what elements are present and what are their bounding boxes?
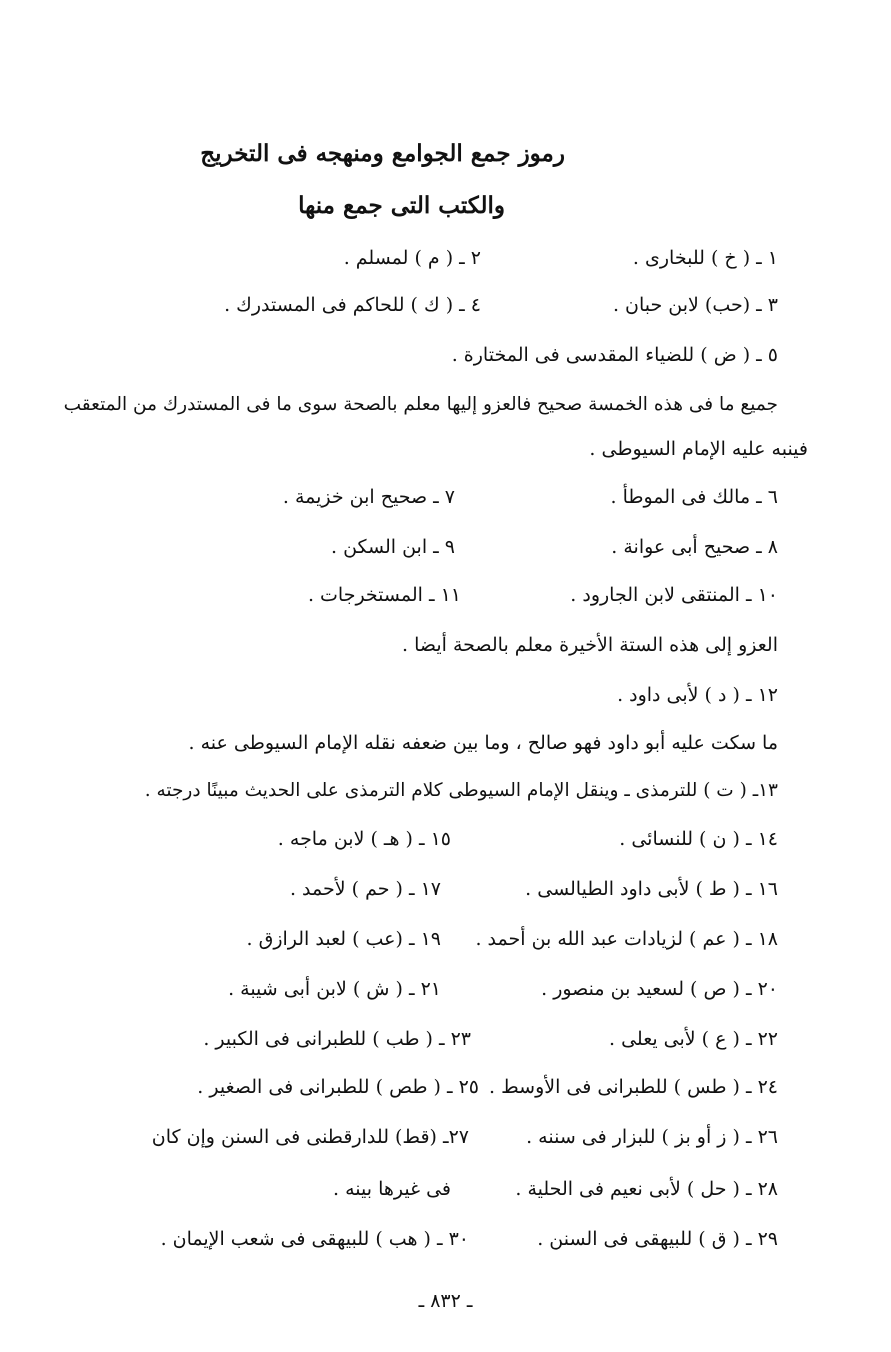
entry-1: ١ ـ ( خ ) للبخارى . xyxy=(632,247,778,269)
entry-19: ١٩ ـ (عب ) لعبد الرازق . xyxy=(246,928,441,950)
note-1-line-2: فينبه عليه الإمام السيوطى . xyxy=(589,438,808,460)
entry-4: ٤ ـ ( ك ) للحاكم فى المستدرك . xyxy=(224,294,481,316)
entry-21: ٢١ ـ ( ش ) لابن أبى شيبة . xyxy=(228,978,441,1000)
entry-18: ١٨ ـ ( عم ) لزيادات عبد الله بن أحمد . xyxy=(475,928,778,950)
entry-13: ١٣ـ ( ت ) للترمذى ـ وينقل الإمام السيوطى كلام الترمذى على الحديث مبينًا درجته . xyxy=(144,780,778,801)
entry-27-part-2: فى غيرها بينه . xyxy=(333,1178,451,1200)
entry-11: ١١ ـ المستخرجات . xyxy=(307,584,461,606)
note-3: ما سكت عليه أبو داود فهو صالح ، وما بين ضعفه نقله الإمام السيوطى عنه . xyxy=(188,732,778,754)
entry-14: ١٤ ـ ( ن ) للنسائى . xyxy=(619,828,778,850)
entry-30: ٣٠ ـ ( هب ) للبيهقى فى شعب الإيمان . xyxy=(160,1228,469,1250)
heading-line-1: رموز جمع الجوامع ومنهجه فى التخريج xyxy=(200,140,565,167)
entry-15: ١٥ ـ ( هـ ) لابن ماجه . xyxy=(277,828,451,850)
note-1-line-1: جميع ما فى هذه الخمسة صحيح فالعزو إليها معلم بالصحة سوى ما فى المستدرك من المتعقب xyxy=(63,394,778,415)
entry-24: ٢٤ ـ ( طس ) للطبرانى فى الأوسط . xyxy=(489,1076,778,1098)
entry-17: ١٧ ـ ( حم ) لأحمد . xyxy=(289,878,441,900)
entry-8: ٨ ـ صحيح أبى عوانة . xyxy=(611,536,778,558)
note-2: العزو إلى هذه الستة الأخيرة معلم بالصحة أيضا . xyxy=(402,634,778,656)
entry-27-part-1: ٢٧ـ (قط) للدارقطنى فى السنن وإن كان xyxy=(151,1126,469,1148)
entry-3: ٣ ـ (حب) لابن حبان . xyxy=(612,294,778,316)
entry-9: ٩ ـ ابن السكن . xyxy=(331,536,455,558)
entry-23: ٢٣ ـ ( طب ) للطبرانى فى الكبير . xyxy=(203,1028,471,1050)
heading-line-2: والكتب التى جمع منها xyxy=(298,192,505,219)
entry-16: ١٦ ـ ( ط ) لأبى داود الطيالسى . xyxy=(525,878,778,900)
entry-6: ٦ ـ مالك فى الموطأ . xyxy=(610,486,778,508)
entry-12: ١٢ ـ ( د ) لأبى داود . xyxy=(617,684,778,706)
entry-5: ٥ ـ ( ض ) للضياء المقدسى فى المختارة . xyxy=(451,344,778,366)
entry-10: ١٠ ـ المنتقى لابن الجارود . xyxy=(570,584,778,606)
entry-26: ٢٦ ـ ( ز أو بز ) للبزار فى سننه . xyxy=(526,1126,778,1148)
page-number: ـ ٨٣٢ ـ xyxy=(418,1290,473,1312)
entry-22: ٢٢ ـ ( ع ) لأبى يعلى . xyxy=(608,1028,778,1050)
entry-2: ٢ ـ ( م ) لمسلم . xyxy=(343,247,481,269)
entry-29: ٢٩ ـ ( ق ) للبيهقى فى السنن . xyxy=(537,1228,778,1250)
entry-7: ٧ ـ صحيح ابن خزيمة . xyxy=(282,486,455,508)
entry-25: ٢٥ ـ ( طص ) للطبرانى فى الصغير . xyxy=(197,1076,479,1098)
entry-20: ٢٠ ـ ( ص ) لسعيد بن منصور . xyxy=(541,978,778,1000)
entry-28: ٢٨ ـ ( حل ) لأبى نعيم فى الحلية . xyxy=(515,1178,778,1200)
